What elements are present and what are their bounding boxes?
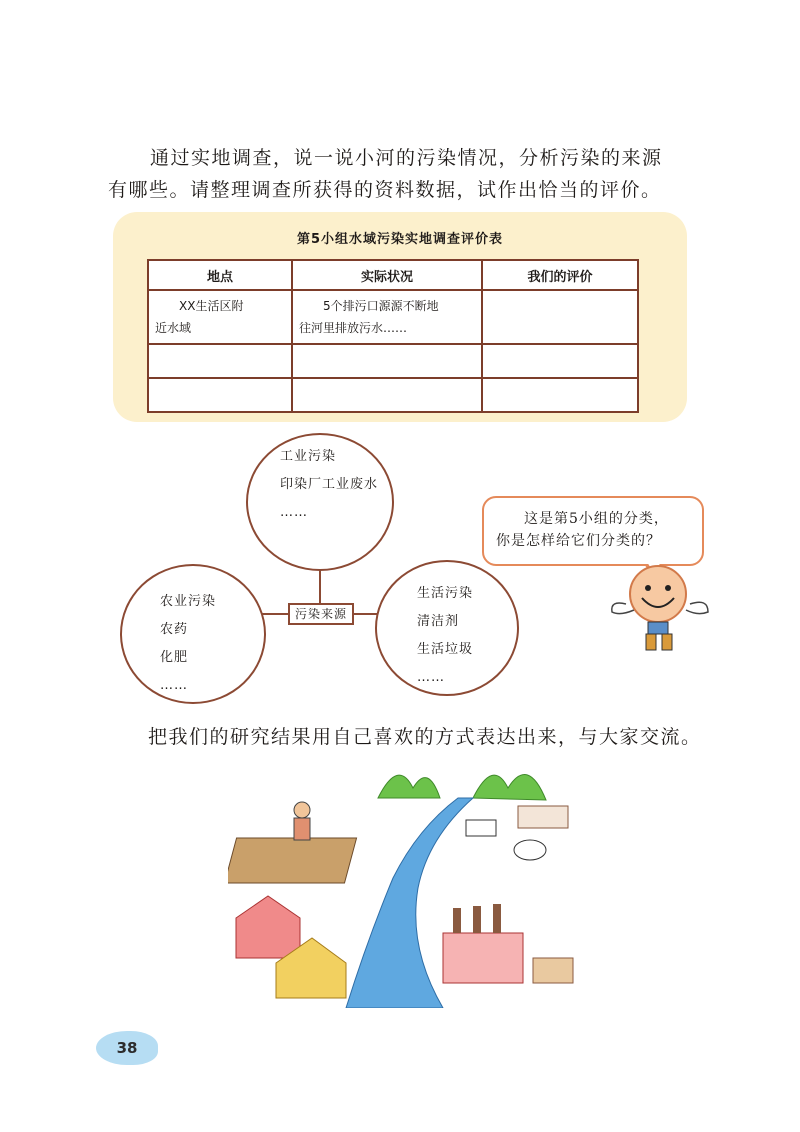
- chimney-3: [493, 904, 501, 933]
- sheep-icon: [514, 840, 546, 860]
- farmer-head: [294, 802, 310, 818]
- header-location: 地点: [148, 260, 292, 290]
- page-number: 38: [96, 1031, 158, 1065]
- domestic-item-1: 清洁剂: [417, 614, 460, 629]
- table-row: [148, 344, 638, 378]
- speech-line-1: 这是第5小组的分类，: [524, 511, 669, 527]
- table-cell: [292, 378, 482, 412]
- chimney-1: [453, 908, 461, 933]
- intro-paragraph: [108, 142, 708, 206]
- agricultural-item-3: ……: [160, 678, 188, 693]
- mascot-face: [630, 566, 686, 622]
- closing-text: 把我们的研究结果用自己喜欢的方式表达出来，与大家交流。: [148, 726, 702, 748]
- industrial-item-2: ……: [280, 505, 308, 520]
- table-row: [148, 290, 638, 344]
- table-cell: [148, 378, 292, 412]
- domestic-item-2: 生活垃圾: [417, 642, 474, 657]
- intro-line-2: 有哪些。请整理调查所获得的资料数据，试作出恰当的评价。: [108, 179, 662, 201]
- industrial-pollution-circle: [246, 433, 394, 571]
- mascot-left-hand: [612, 603, 634, 614]
- mascot-eye-left: [645, 585, 651, 591]
- barn-icon: [518, 806, 568, 828]
- mountain-right-icon: [473, 775, 546, 800]
- table-row: [148, 378, 638, 412]
- mascot-illustration: [606, 560, 716, 656]
- header-status: 实际状况: [292, 260, 482, 290]
- domestic-title: 生活污染: [417, 586, 474, 601]
- table-cell: [482, 378, 638, 412]
- field-icon: [228, 838, 357, 883]
- intro-line-1: 通过实地调查，说一说小河的污染情况，分析污染的来源: [150, 147, 663, 169]
- mascot-leg-right: [662, 634, 672, 650]
- table-cell: [292, 344, 482, 378]
- domestic-pollution-circle: [375, 560, 519, 696]
- mountain-left-icon: [378, 775, 440, 798]
- cell-evaluation: [482, 290, 638, 344]
- mascot-body: [648, 622, 668, 634]
- location-line-2: 近水域: [155, 321, 192, 335]
- survey-table-title: 第5小组水域污染实地调查评价表: [296, 232, 504, 247]
- status-line-2: 往河里排放污水……: [299, 321, 408, 335]
- pollution-source-label: 污染来源: [288, 603, 354, 625]
- agricultural-item-2: 化肥: [160, 650, 189, 665]
- industrial-title: 工业污染: [280, 449, 337, 464]
- agricultural-title: 农业污染: [160, 594, 217, 609]
- connector-right: [353, 613, 379, 615]
- agricultural-item-1: 农药: [160, 622, 189, 637]
- factory-icon: [443, 933, 523, 983]
- house-pink-icon: [236, 896, 300, 958]
- survey-table: [147, 259, 639, 413]
- table-cell: [482, 344, 638, 378]
- cow-icon: [466, 820, 496, 836]
- shed-icon: [533, 958, 573, 983]
- domestic-item-3: ……: [417, 670, 445, 685]
- cell-status: [292, 290, 482, 344]
- speech-line-2: 你是怎样给它们分类的？: [496, 533, 661, 549]
- farmer-body: [294, 818, 310, 840]
- mascot-right-hand: [686, 602, 708, 613]
- mascot-eye-right: [665, 585, 671, 591]
- industrial-item-1: 印染厂工业废水: [280, 477, 379, 492]
- chimney-2: [473, 906, 481, 933]
- connector-top: [319, 568, 321, 604]
- location-line-1: XX生活区附: [179, 299, 244, 313]
- cell-location: [148, 290, 292, 344]
- mascot-leg-left: [646, 634, 656, 650]
- header-evaluation: 我们的评价: [482, 260, 638, 290]
- agricultural-pollution-circle: [120, 564, 266, 704]
- table-cell: [148, 344, 292, 378]
- table-header-row: [148, 260, 638, 290]
- connector-left: [262, 613, 289, 615]
- speech-bubble: [482, 496, 704, 566]
- river-pollution-drawing: [228, 758, 588, 1008]
- status-line-1: 5个排污口源源不断地: [323, 299, 439, 313]
